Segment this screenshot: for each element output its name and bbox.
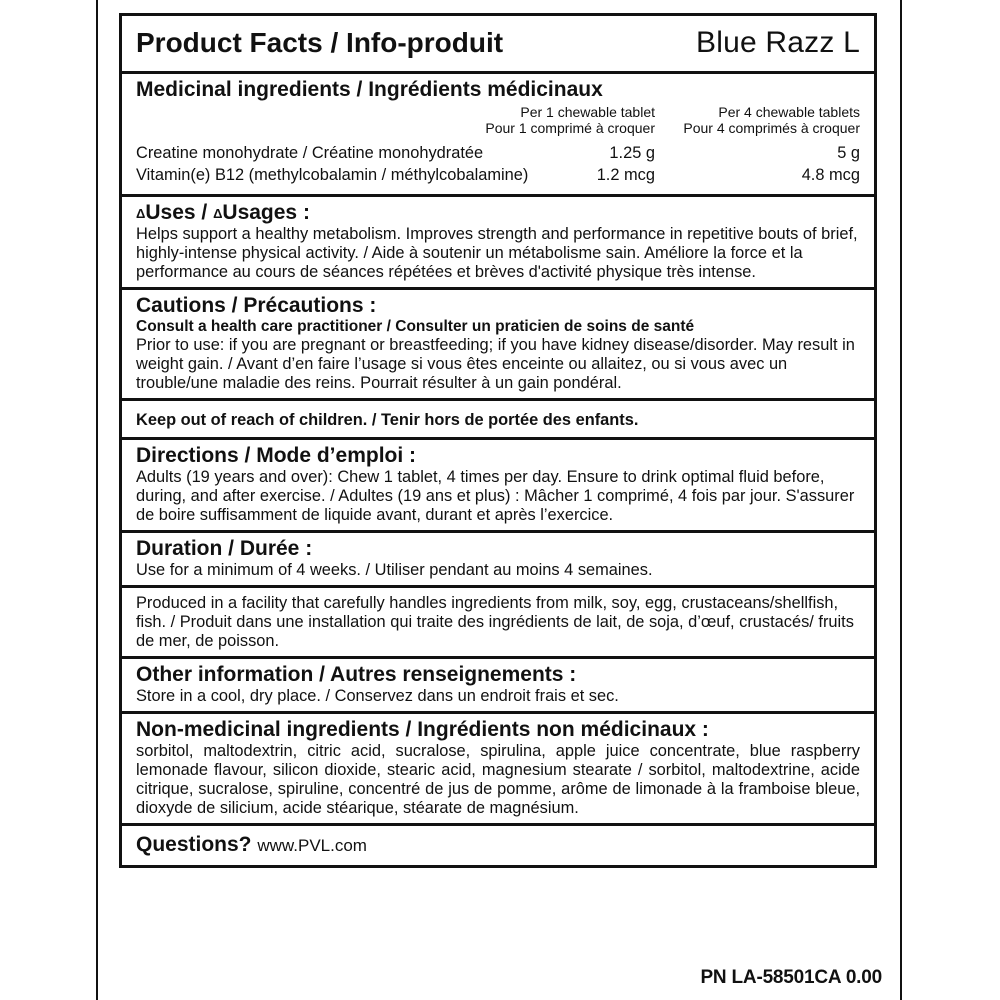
ingredient-name: Creatine monohydrate / Créatine monohydratée bbox=[136, 144, 484, 162]
duration-section bbox=[122, 530, 874, 585]
medicinal-ingredients-title: Medicinal ingredients / Ingrédients médicinaux bbox=[136, 78, 603, 101]
non-medicinal-title: Non-medicinal ingredients / Ingrédients non médicinaux : bbox=[136, 718, 709, 741]
questions-section bbox=[122, 823, 874, 865]
cautions-section bbox=[122, 287, 874, 398]
non-medicinal-section bbox=[122, 711, 874, 823]
ingredient-amount-per-1: 1.2 mcg bbox=[596, 166, 655, 184]
delta-symbol: Δ bbox=[213, 206, 223, 221]
uses-section bbox=[122, 194, 874, 287]
delta-symbol: Δ bbox=[136, 206, 146, 221]
panel-title: Product Facts / Info-produit bbox=[136, 27, 504, 58]
ingredient-name: Vitamin(e) B12 (methylcobalamin / méthylcobalamine) bbox=[136, 166, 529, 184]
website-link[interactable]: www.PVL.com bbox=[257, 836, 367, 855]
dose-column-headers bbox=[136, 104, 860, 136]
other-information-section bbox=[122, 656, 874, 711]
ingredient-table bbox=[136, 142, 860, 186]
uses-body: Helps support a healthy metabolism. Improves strength and performance in repetitive bouts of brief, highly-intense physical activity. / Aide à soutenir un métabolisme sain. Améliore la force et la performance au cours de séances répétées et brèves d'activité physique très intense. bbox=[136, 225, 858, 281]
allergen-statement: Produced in a facility that carefully handles ingredients from milk, soy, egg, crustaceans/shellfish, fish. / Produit dans une installation qui traite des ingrédients de lait, de soja, d’œuf, crustacés/ fruits de mer, de poisson. bbox=[136, 594, 854, 650]
label-edge-right bbox=[900, 0, 902, 1000]
dose-header-per-4-fr: Pour 4 comprimés à croquer bbox=[683, 120, 860, 136]
directions-section bbox=[122, 437, 874, 530]
ingredient-amount-per-4: 4.8 mcg bbox=[801, 166, 860, 184]
other-information-title: Other information / Autres renseignements : bbox=[136, 663, 577, 686]
ingredient-amount-per-1: 1.25 g bbox=[609, 144, 655, 162]
medicinal-ingredients-section bbox=[122, 74, 874, 194]
allergen-section bbox=[122, 585, 874, 656]
ingredient-amount-per-4: 5 g bbox=[837, 144, 860, 162]
flavour-name: Blue Razz L bbox=[696, 26, 860, 59]
cautions-subtitle: Consult a health care practitioner / Consulter un praticien de soins de santé bbox=[136, 318, 695, 335]
panel-header bbox=[122, 16, 874, 74]
directions-body: Adults (19 years and over): Chew 1 tablet, 4 times per day. Ensure to drink optimal fluid before, during, and after exercise. / Adultes (19 ans et plus) : Mâcher 1 comprimé, 4 fois par jour. S'assurer de boire suffisamment de liquide avant, durant et après l’exercice. bbox=[136, 468, 855, 524]
uses-title bbox=[136, 200, 860, 225]
non-medicinal-body: sorbitol, maltodextrin, citric acid, sucralose, spirulina, apple juice concentrate, blue raspberry lemonade flavour, silicon dioxide, stearic acid, magnesium stearate / sorbitol, maltodextrine, acide citrique, sucralose, spiruline, concentré de jus de pomme, arôme de limonade à la framboise bleue, dioxyde de silicium, acide stéarique, stéarate de magnésium. bbox=[136, 742, 860, 817]
duration-body: Use for a minimum of 4 weeks. / Utiliser pendant au moins 4 semaines. bbox=[136, 561, 653, 579]
ingredient-row bbox=[136, 164, 860, 186]
cautions-title: Cautions / Précautions : bbox=[136, 294, 377, 317]
other-information-body: Store in a cool, dry place. / Conservez dans un endroit frais et sec. bbox=[136, 687, 619, 705]
uses-title-en: Uses / bbox=[145, 201, 214, 224]
ingredient-row bbox=[136, 142, 860, 164]
dose-header-per-1 bbox=[455, 104, 655, 136]
dose-header-per-1-en: Per 1 chewable tablet bbox=[520, 104, 655, 120]
duration-title: Duration / Durée : bbox=[136, 537, 313, 560]
cautions-body: Prior to use: if you are pregnant or breastfeeding; if you have kidney disease/disorder. May result in weight gain. / Avant d’en faire l’usage si vous êtes enceinte ou allaitez, ou si vous avec un trouble/une maladie des reins. Pourrait résulter à un gain pondéral. bbox=[136, 336, 855, 392]
label-edge-left bbox=[96, 0, 98, 1000]
questions-label: Questions? bbox=[136, 833, 252, 856]
part-number: PN LA-58501CA 0.00 bbox=[700, 967, 882, 988]
keep-out-warning: Keep out of reach of children. / Tenir hors de portée des enfants. bbox=[122, 398, 874, 437]
dose-header-per-4 bbox=[655, 104, 860, 136]
uses-title-fr: Usages : bbox=[222, 201, 310, 224]
dose-header-per-4-en: Per 4 chewable tablets bbox=[718, 104, 860, 120]
directions-title: Directions / Mode d’emploi : bbox=[136, 444, 417, 467]
dose-header-per-1-fr: Pour 1 comprimé à croquer bbox=[485, 120, 655, 136]
product-facts-panel bbox=[119, 13, 877, 868]
